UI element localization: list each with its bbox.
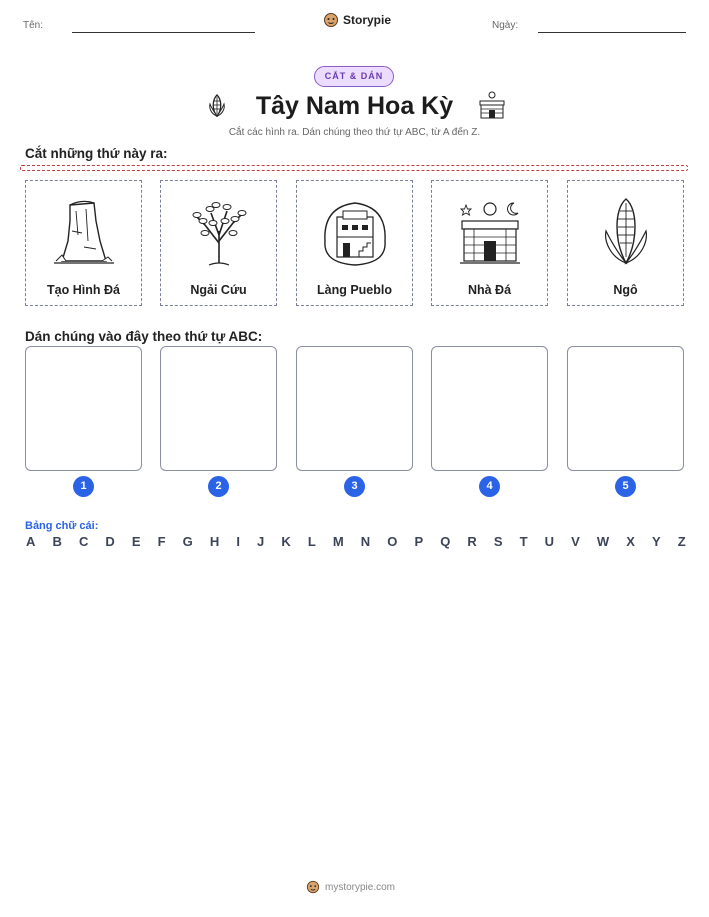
alphabet-letter: X bbox=[626, 534, 635, 549]
card-label: Ngải Cứu bbox=[190, 283, 247, 297]
alphabet-label: Bảng chữ cái: bbox=[25, 520, 99, 532]
sagebrush-icon bbox=[183, 191, 255, 271]
rock-formation-icon bbox=[48, 191, 120, 271]
corn-icon bbox=[590, 191, 662, 271]
footer-site-link[interactable]: mystorypie.com bbox=[325, 881, 396, 893]
alphabet-letter: O bbox=[387, 534, 398, 549]
stone-house-icon bbox=[476, 90, 508, 120]
date-label: Ngày: bbox=[492, 20, 519, 31]
date-line[interactable] bbox=[538, 32, 686, 33]
card-label: Tạo Hình Đá bbox=[47, 283, 120, 297]
storypie-mascot-icon bbox=[323, 12, 339, 28]
paste-number-5: 5 bbox=[615, 476, 636, 497]
paste-number-4: 4 bbox=[479, 476, 500, 497]
alphabet-letter: U bbox=[544, 534, 555, 549]
card-label: Làng Pueblo bbox=[317, 283, 392, 297]
paste-box-2[interactable] bbox=[160, 346, 277, 471]
alphabet-letter: D bbox=[105, 534, 115, 549]
cut-card-corn[interactable] bbox=[567, 180, 684, 306]
paste-box-4[interactable] bbox=[431, 346, 548, 471]
cut-card-sagebrush[interactable] bbox=[160, 180, 277, 306]
cut-card-stone-house[interactable] bbox=[431, 180, 548, 306]
instructions: Cắt các hình ra. Dán chúng theo thứ tự ABC, từ A đến Z. bbox=[228, 127, 481, 138]
alphabet-letter: F bbox=[157, 534, 166, 549]
alphabet-letter: C bbox=[78, 534, 89, 549]
alphabet-letter: P bbox=[414, 534, 424, 549]
paste-number-1: 1 bbox=[73, 476, 94, 497]
alphabet-letter: V bbox=[571, 534, 580, 549]
alphabet-letter: G bbox=[182, 534, 193, 549]
alphabet-letter: H bbox=[209, 534, 220, 549]
cut-section-heading: Cắt những thứ này ra: bbox=[25, 146, 168, 161]
brand-name: Storypie bbox=[343, 13, 392, 27]
paste-number-2: 2 bbox=[208, 476, 229, 497]
footer bbox=[306, 880, 395, 894]
alphabet-letter: M bbox=[332, 534, 344, 549]
pueblo-village-icon bbox=[319, 191, 391, 271]
name-line[interactable] bbox=[72, 32, 255, 33]
alphabet-letter: I bbox=[236, 534, 240, 549]
paste-number-3: 3 bbox=[344, 476, 365, 497]
cut-card-pueblo-village[interactable] bbox=[296, 180, 413, 306]
stone-house-icon bbox=[454, 191, 526, 271]
alphabet-letter: R bbox=[467, 534, 477, 549]
alphabet-letter: W bbox=[596, 534, 610, 549]
alphabet-letter: N bbox=[360, 534, 371, 549]
paste-box-1[interactable] bbox=[25, 346, 142, 471]
alphabet-letter: Q bbox=[440, 534, 451, 549]
alphabet-letter: Y bbox=[651, 534, 661, 549]
alphabet-row bbox=[26, 534, 686, 549]
alphabet-letter: S bbox=[493, 534, 503, 549]
alphabet-letter: B bbox=[52, 534, 62, 549]
cut-guide-line bbox=[20, 165, 688, 171]
alphabet-letter: A bbox=[26, 534, 36, 549]
paste-box-3[interactable] bbox=[296, 346, 413, 471]
cut-card-rock-formation[interactable] bbox=[25, 180, 142, 306]
brand-logo bbox=[323, 12, 391, 28]
alphabet-letter: E bbox=[131, 534, 141, 549]
alphabet-letter: L bbox=[307, 534, 316, 549]
cut-and-paste-badge: CẮT & DÁN bbox=[314, 66, 394, 87]
alphabet-letter: Z bbox=[677, 534, 686, 549]
paste-box-5[interactable] bbox=[567, 346, 684, 471]
name-label: Tên: bbox=[23, 20, 44, 31]
storypie-mascot-icon bbox=[306, 880, 320, 894]
alphabet-letter: T bbox=[519, 534, 528, 549]
paste-section-heading: Dán chúng vào đây theo thứ tự ABC: bbox=[25, 329, 263, 344]
alphabet-letter: K bbox=[281, 534, 291, 549]
page-title: Tây Nam Hoa Kỳ bbox=[255, 92, 454, 120]
card-label: Nhà Đá bbox=[467, 283, 512, 297]
card-label: Ngô bbox=[613, 283, 638, 297]
alphabet-letter: J bbox=[257, 534, 265, 549]
